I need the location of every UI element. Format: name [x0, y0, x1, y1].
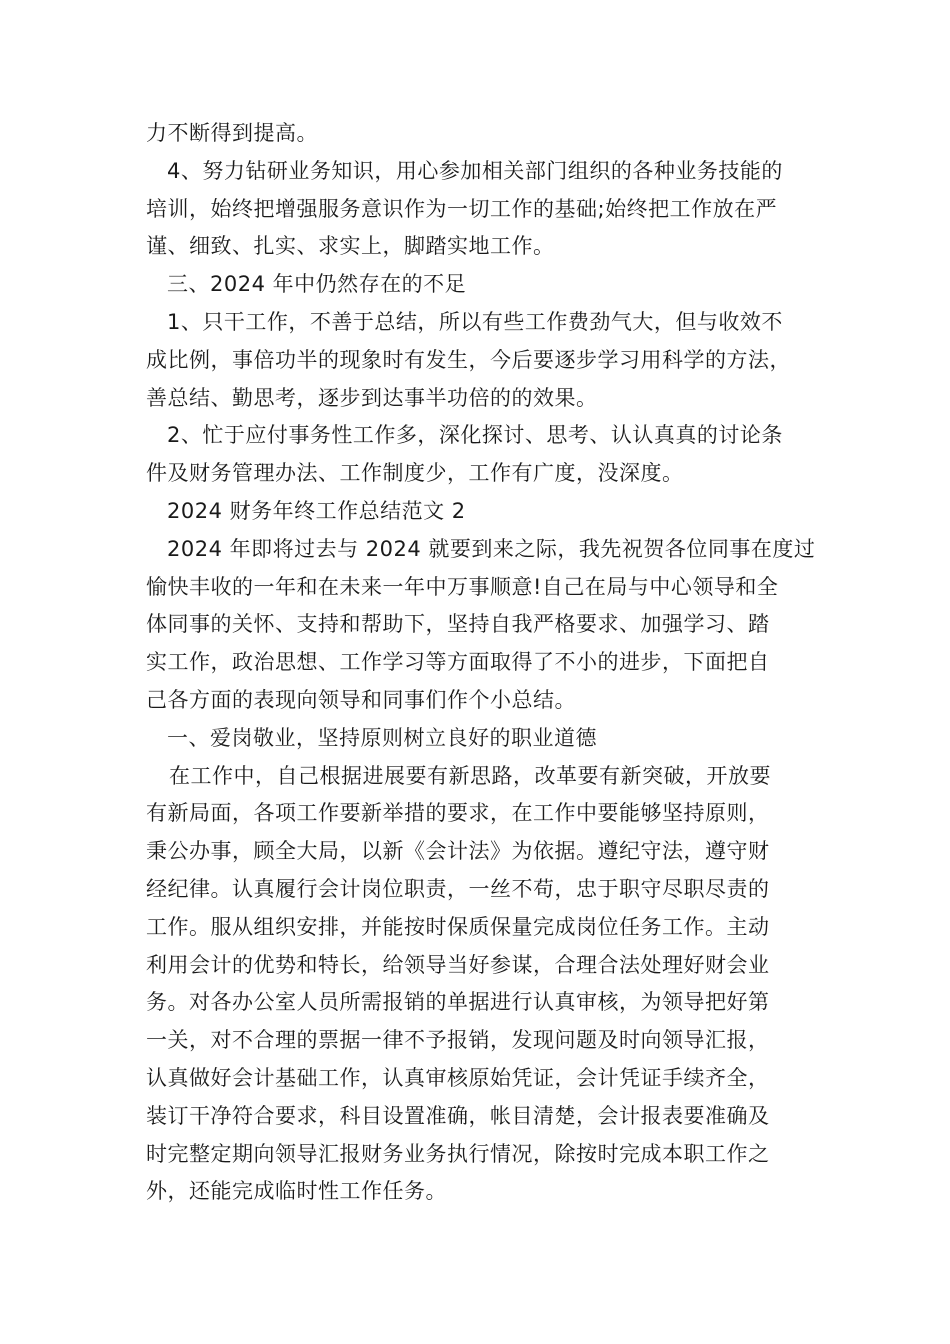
text-line: 件及财务管理办法、工作制度少，工作有广度，没深度。 — [146, 461, 684, 486]
text-line: 装订干净符合要求，科目设置准确，帐目清楚，会计报表要准确及 — [146, 1103, 770, 1128]
text-line: 谨、细致、扎实、求实上，脚踏实地工作。 — [146, 234, 555, 259]
text-line: 务。对各办公室人员所需报销的单据进行认真审核，为领导把好第 — [146, 990, 770, 1015]
text-line: 培训，始终把增强服务意识作为一切工作的基础;始终把工作放在严 — [146, 196, 778, 221]
document-body — [146, 115, 836, 1211]
text-line: 在工作中，自己根据进展要有新思路，改革要有新突破，开放要 — [169, 763, 771, 788]
text-line: 2、忙于应付事务性工作多，深化探讨、思考、认认真真的讨论条 — [167, 423, 783, 448]
text-line: 外，还能完成临时性工作任务。 — [146, 1179, 447, 1204]
text-line: 经纪律。认真履行会计岗位职责，一丝不苟，忠于职守尽职尽责的 — [146, 876, 770, 901]
text-line: 愉快丰收的一年和在未来一年中万事顺意!自己在局与中心领导和全 — [146, 574, 779, 599]
text-line: 认真做好会计基础工作，认真审核原始凭证，会计凭证手续齐全， — [146, 1065, 770, 1090]
text-line: 体同事的关怀、支持和帮助下，坚持自我严格要求、加强学习、踏 — [146, 612, 770, 637]
section-heading: 三、2024 年中仍然存在的不足 — [167, 272, 467, 297]
text-line: 实工作，政治思想、工作学习等方面取得了不小的进步，下面把自 — [146, 650, 770, 675]
text-line: 秉公办事，顾全大局，以新《会计法》为依据。遵纪守法，遵守财 — [146, 839, 770, 864]
text-line: 4、努力钻研业务知识，用心参加相关部门组织的各种业务技能的 — [167, 158, 783, 183]
section-heading: 一、爱岗敬业，坚持原则树立良好的职业道德 — [167, 725, 597, 750]
text-line: 一关，对不合理的票据一律不予报销，发现问题及时向领导汇报， — [146, 1028, 770, 1053]
text-line: 工作。服从组织安排，并能按时保质保量完成岗位任务工作。主动 — [146, 914, 770, 939]
text-line: 有新局面，各项工作要新举措的要求，在工作中要能够坚持原则， — [146, 801, 770, 826]
text-line: 力不断得到提高。 — [146, 121, 318, 145]
text-line: 己各方面的表现向领导和同事们作个小总结。 — [146, 687, 576, 712]
text-line: 1、只干工作，不善于总结，所以有些工作费劲气大，但与收效不 — [167, 309, 783, 334]
article-title: 2024 财务年终工作总结范文 2 — [167, 498, 466, 523]
text-line: 成比例，事倍功半的现象时有发生，今后要逐步学习用科学的方法， — [146, 347, 791, 372]
text-line: 善总结、勤思考，逐步到达事半功倍的的效果。 — [146, 385, 598, 410]
text-line: 2024 年即将过去与 2024 就要到来之际，我先祝贺各位同事在度过 — [167, 536, 816, 561]
text-line: 时完整定期向领导汇报财务业务执行情况，除按时完成本职工作之 — [146, 1141, 770, 1166]
text-line: 利用会计的优势和特长，给领导当好参谋，合理合法处理好财会业 — [146, 952, 770, 977]
